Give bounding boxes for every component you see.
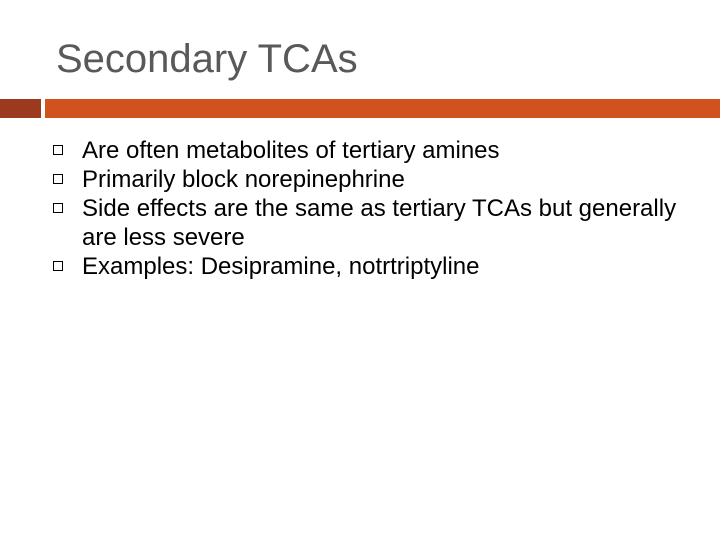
bullet-item xyxy=(0,252,720,281)
hollow-square-bullet-icon xyxy=(53,145,63,155)
bullet-text: Are often metabolites of tertiary amines xyxy=(82,137,500,164)
hollow-square-bullet-icon xyxy=(53,261,63,271)
title-rule-bar xyxy=(45,99,720,118)
title-rule-left-accent xyxy=(0,99,41,118)
hollow-square-bullet-icon xyxy=(53,203,63,213)
bullet-item xyxy=(0,194,720,252)
bullet-text: Primarily block norepinephrine xyxy=(82,166,405,193)
bullet-list xyxy=(0,136,720,281)
bullet-text: Side effects are the same as tertiary TCAs but generally are less severe xyxy=(82,195,677,251)
slide-title: Secondary TCAs xyxy=(56,37,358,81)
bullet-item xyxy=(0,136,720,165)
bullet-text: Examples: Desipramine, notrtriptyline xyxy=(82,253,480,280)
bullet-item xyxy=(0,165,720,194)
hollow-square-bullet-icon xyxy=(53,174,63,184)
